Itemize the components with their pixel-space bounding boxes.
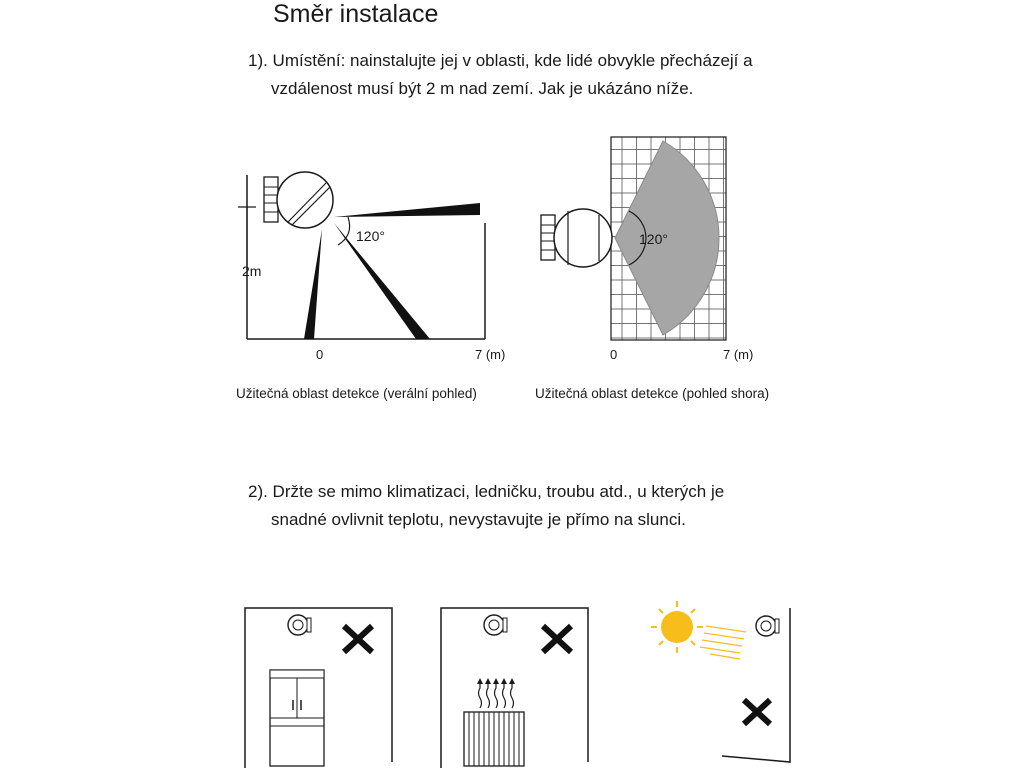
cross-mark-icon	[543, 626, 571, 652]
top-angle-label: 120°	[639, 231, 668, 247]
cross-mark-icon	[744, 700, 770, 724]
step-2-line-1: 2). Držte se mimo klimatizaci, ledničku, troubu atd., u kterých je	[248, 482, 725, 501]
top-view-diagram	[535, 135, 775, 375]
side-x-start: 0	[316, 347, 324, 362]
top-x-start: 0	[610, 347, 618, 362]
wall-outline	[722, 608, 790, 762]
cross-mark-icon	[344, 626, 372, 652]
step-2-line-2: snadné ovlivnit teplotu, nevystavujte je přímo na slunci.	[271, 510, 686, 529]
panel-heater	[436, 600, 596, 768]
side-view-caption: Užitečná oblast detekce (verální pohled)	[236, 386, 477, 401]
sensor-icon	[756, 616, 779, 636]
beam-far	[334, 203, 480, 217]
sensor-icon	[541, 209, 612, 267]
panel-sunlight	[640, 596, 800, 768]
page-title: Směr instalace	[273, 0, 439, 28]
step-1-line-1: 1). Umístění: nainstalujte jej v oblasti, kde lidé obvykle přecházejí a	[248, 51, 753, 70]
panel-refrigerator	[240, 600, 400, 768]
step-1-line-2: vzdálenost musí být 2 m nad zemí. Jak je ukázáno níže.	[271, 79, 694, 98]
heater-icon	[464, 678, 524, 766]
step-1-text	[248, 47, 753, 103]
refrigerator-icon	[270, 670, 324, 766]
sensor-icon	[484, 615, 507, 635]
top-view-caption: Užitečná oblast detekce (pohled shora)	[535, 386, 770, 401]
beam-down	[304, 229, 322, 339]
step-2-text	[248, 478, 724, 534]
height-label: 2m	[242, 263, 262, 279]
top-x-end: 7 (m)	[723, 347, 754, 362]
side-angle-label: 120°	[356, 228, 385, 244]
side-x-end: 7 (m)	[475, 347, 506, 362]
sensor-icon	[288, 615, 311, 635]
sun-icon	[651, 601, 746, 659]
side-view-diagram	[230, 165, 520, 375]
sensor-icon	[264, 172, 333, 228]
